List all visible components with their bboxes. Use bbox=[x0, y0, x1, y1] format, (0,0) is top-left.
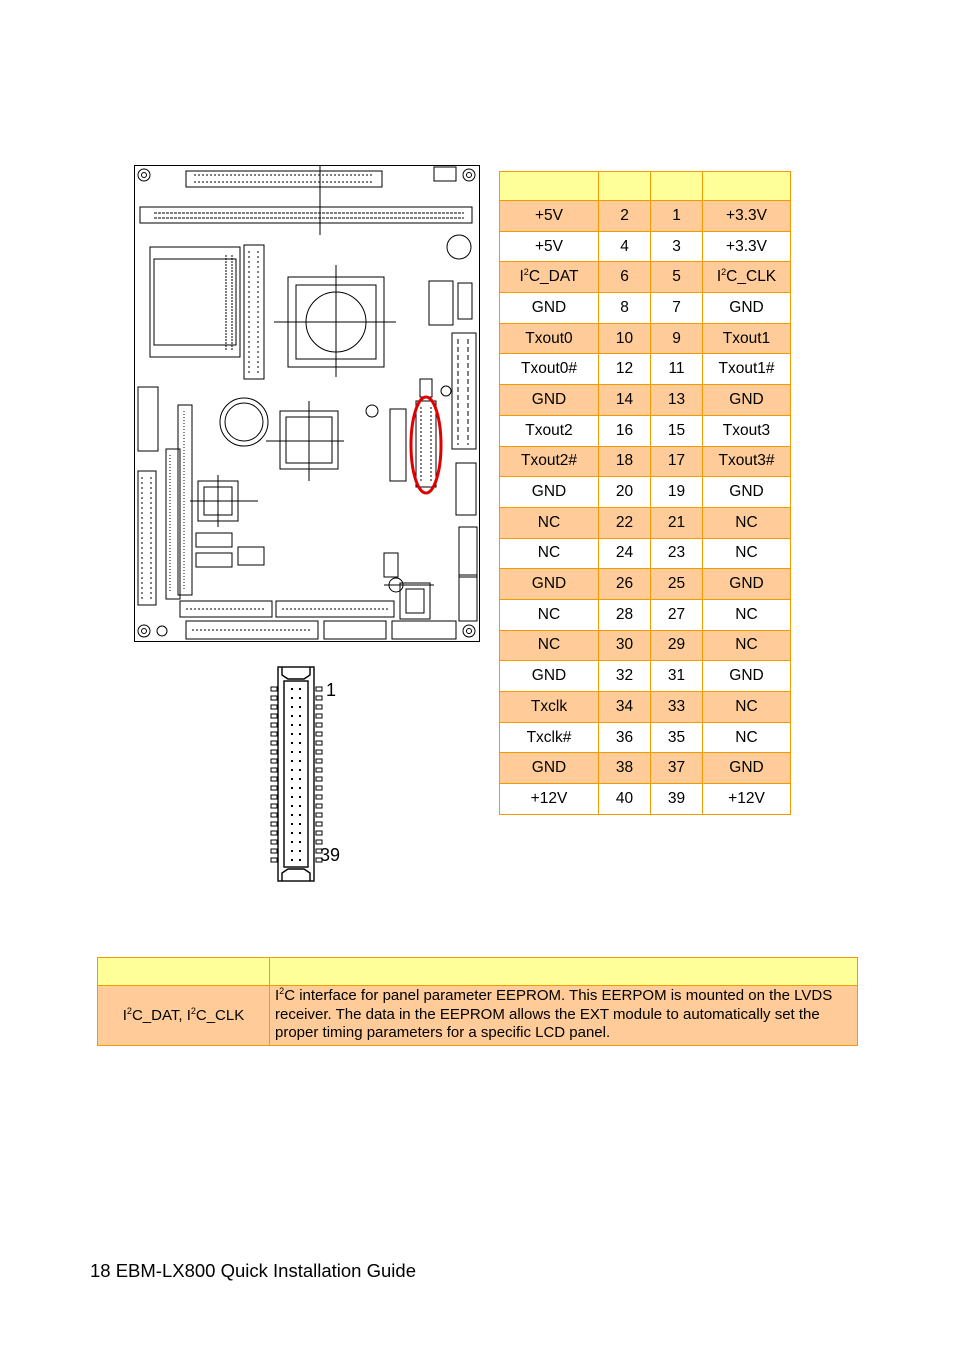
signal-cell: NC bbox=[703, 692, 791, 723]
connector-pin-dot bbox=[291, 706, 293, 708]
pin-number-cell: 39 bbox=[651, 784, 703, 815]
connector-terminal bbox=[316, 732, 322, 736]
table-row bbox=[500, 722, 791, 753]
signal-description-table bbox=[97, 957, 858, 1046]
connector-terminal bbox=[316, 768, 322, 772]
connector-pin-dot bbox=[299, 850, 301, 852]
pin-number-cell: 2 bbox=[599, 201, 651, 232]
pin-number-cell: 14 bbox=[599, 385, 651, 416]
page-footer: 18 EBM-LX800 Quick Installation Guide bbox=[90, 1260, 416, 1281]
signal-cell: $I^2C\_DAT$ bbox=[500, 262, 599, 293]
pin-number-cell: 32 bbox=[599, 661, 651, 692]
table-row bbox=[500, 753, 791, 784]
connector-pin-dot bbox=[299, 859, 301, 861]
table-row bbox=[98, 986, 858, 1046]
signal-cell: Txclk bbox=[500, 692, 599, 723]
signal-cell: Txclk# bbox=[500, 722, 599, 753]
connector-terminal bbox=[316, 714, 322, 718]
desc-table-header-row bbox=[98, 958, 858, 986]
pin-number-cell: 10 bbox=[599, 323, 651, 354]
connector-terminal bbox=[316, 795, 322, 799]
connector-pin-dot bbox=[291, 697, 293, 699]
table-row bbox=[500, 262, 791, 293]
signal-cell: GND bbox=[500, 477, 599, 508]
connector-pin-dot bbox=[291, 787, 293, 789]
signal-cell: NC bbox=[703, 538, 791, 569]
table-row bbox=[500, 323, 791, 354]
pin-number-cell: 7 bbox=[651, 293, 703, 324]
connector-terminal bbox=[316, 696, 322, 700]
signal-cell: +3.3V bbox=[703, 231, 791, 262]
signal-cell: GND bbox=[500, 753, 599, 784]
connector-pin-dot bbox=[299, 841, 301, 843]
signal-cell: +12V bbox=[500, 784, 599, 815]
connector-pin-dot bbox=[291, 724, 293, 726]
pin-table-header-cell bbox=[500, 172, 599, 201]
connector-terminal bbox=[271, 858, 277, 862]
table-row bbox=[500, 784, 791, 815]
table-row bbox=[500, 569, 791, 600]
pin-number-cell: 33 bbox=[651, 692, 703, 723]
table-row bbox=[500, 599, 791, 630]
pin-number-cell: 9 bbox=[651, 323, 703, 354]
connector-pin-dot bbox=[291, 814, 293, 816]
pin-number-cell: 36 bbox=[599, 722, 651, 753]
pin-number-cell: 27 bbox=[651, 599, 703, 630]
connector-terminal bbox=[316, 750, 322, 754]
connector-terminal bbox=[271, 705, 277, 709]
connector-terminal bbox=[316, 777, 322, 781]
connector-terminal bbox=[316, 831, 322, 835]
signal-cell: GND bbox=[703, 385, 791, 416]
signal-cell: +3.3V bbox=[703, 201, 791, 232]
connector-pin-dot bbox=[299, 733, 301, 735]
connector-pin-dot bbox=[299, 706, 301, 708]
connector-pin-dot bbox=[291, 778, 293, 780]
table-row bbox=[500, 692, 791, 723]
signal-cell: Txout1 bbox=[703, 323, 791, 354]
connector-terminal bbox=[316, 759, 322, 763]
connector-pin-dot bbox=[299, 697, 301, 699]
table-row bbox=[500, 293, 791, 324]
connector-terminal bbox=[316, 786, 322, 790]
connector-terminal bbox=[271, 822, 277, 826]
signal-cell: Txout3 bbox=[703, 415, 791, 446]
connector-pin-dot bbox=[299, 724, 301, 726]
connector-pin-dot bbox=[299, 805, 301, 807]
connector-terminal bbox=[271, 795, 277, 799]
connector-terminal bbox=[316, 741, 322, 745]
connector-terminal bbox=[316, 705, 322, 709]
table-row bbox=[500, 446, 791, 477]
connector-pin-dot bbox=[291, 769, 293, 771]
pin-number-cell: 24 bbox=[599, 538, 651, 569]
pin-number-cell: 11 bbox=[651, 354, 703, 385]
table-row bbox=[500, 231, 791, 262]
connector-pin-dot bbox=[299, 787, 301, 789]
connector-pin-dot bbox=[299, 823, 301, 825]
connector-pin-dot bbox=[299, 751, 301, 753]
signal-cell: Txout2# bbox=[500, 446, 599, 477]
signal-cell: NC bbox=[703, 507, 791, 538]
connector-terminal bbox=[271, 777, 277, 781]
pin-number-cell: 3 bbox=[651, 231, 703, 262]
connector-pin-39-label: 39 bbox=[320, 845, 341, 865]
signal-cell: +5V bbox=[500, 231, 599, 262]
connector-pin-dot bbox=[291, 760, 293, 762]
pin-number-cell: 37 bbox=[651, 753, 703, 784]
pin-number-cell: 17 bbox=[651, 446, 703, 477]
pin-number-cell: 34 bbox=[599, 692, 651, 723]
desc-table-header-cell bbox=[270, 958, 858, 986]
connector-terminal bbox=[316, 723, 322, 727]
table-row bbox=[500, 661, 791, 692]
connector-terminal bbox=[271, 687, 277, 691]
desc-table-header-cell bbox=[98, 958, 270, 986]
signal-cell: GND bbox=[703, 477, 791, 508]
pin-number-cell: 16 bbox=[599, 415, 651, 446]
pin-number-cell: 12 bbox=[599, 354, 651, 385]
signal-cell: Txout1# bbox=[703, 354, 791, 385]
connector-pin-dot bbox=[291, 742, 293, 744]
connector-pin-dot bbox=[299, 715, 301, 717]
connector-terminal bbox=[316, 822, 322, 826]
connector-terminal bbox=[271, 831, 277, 835]
signal-cell: NC bbox=[500, 630, 599, 661]
pin-number-cell: 4 bbox=[599, 231, 651, 262]
table-row bbox=[500, 354, 791, 385]
connector-pin-dot bbox=[291, 859, 293, 861]
pin-assignment-table bbox=[499, 171, 791, 815]
table-row bbox=[500, 201, 791, 232]
pin-number-cell: 23 bbox=[651, 538, 703, 569]
signal-cell: GND bbox=[500, 661, 599, 692]
connector-pin-dot bbox=[291, 850, 293, 852]
signal-cell: NC bbox=[703, 630, 791, 661]
connector-terminal bbox=[271, 786, 277, 790]
pin-number-cell: 38 bbox=[599, 753, 651, 784]
connector-pin-dot bbox=[299, 769, 301, 771]
board-layout-diagram bbox=[134, 165, 480, 642]
pin-number-cell: 26 bbox=[599, 569, 651, 600]
signal-cell: NC bbox=[703, 722, 791, 753]
signal-description-cell: $I^2C$ interface for panel parameter EEPROM. This EERPOM is mounted on the LVDS receiver. The data in the EEPROM allows the EXT module to automatically set the proper timing parameters for a specific LCD panel. bbox=[270, 986, 858, 1046]
connector-terminal bbox=[271, 750, 277, 754]
pin-number-cell: 25 bbox=[651, 569, 703, 600]
connector-terminal bbox=[271, 849, 277, 853]
pin-number-cell: 15 bbox=[651, 415, 703, 446]
signal-cell: Txout2 bbox=[500, 415, 599, 446]
connector-pin-dot bbox=[299, 814, 301, 816]
table-row bbox=[500, 538, 791, 569]
pin-table-body bbox=[500, 201, 791, 815]
pin-number-cell: 35 bbox=[651, 722, 703, 753]
connector-terminal bbox=[316, 840, 322, 844]
connector-pin-dot bbox=[299, 760, 301, 762]
pin-number-cell: 20 bbox=[599, 477, 651, 508]
connector-pin-dot bbox=[299, 832, 301, 834]
pin-number-cell: 8 bbox=[599, 293, 651, 324]
signal-cell: Txout0# bbox=[500, 354, 599, 385]
pin-number-cell: 18 bbox=[599, 446, 651, 477]
signal-name-cell: $I^2C\_DAT$, $I^2C\_CLK$ bbox=[98, 986, 270, 1046]
connector-terminal bbox=[271, 840, 277, 844]
signal-cell: GND bbox=[500, 385, 599, 416]
pin-table-header-cell bbox=[599, 172, 651, 201]
connector-terminal bbox=[271, 768, 277, 772]
signal-cell: +5V bbox=[500, 201, 599, 232]
connector-pin-dot bbox=[291, 832, 293, 834]
connector-pin-dot bbox=[299, 796, 301, 798]
pin-table-header-cell bbox=[651, 172, 703, 201]
table-row bbox=[500, 630, 791, 661]
signal-cell: NC bbox=[500, 599, 599, 630]
connector-pin-dot bbox=[291, 796, 293, 798]
connector-terminal bbox=[316, 813, 322, 817]
connector-pin-dot bbox=[299, 688, 301, 690]
lvds-connector-diagram bbox=[268, 665, 358, 883]
signal-cell: +12V bbox=[703, 784, 791, 815]
signal-cell: NC bbox=[500, 538, 599, 569]
connector-terminal bbox=[271, 714, 277, 718]
pin-number-cell: 1 bbox=[651, 201, 703, 232]
pin-number-cell: 19 bbox=[651, 477, 703, 508]
table-row bbox=[500, 477, 791, 508]
pin-number-cell: 5 bbox=[651, 262, 703, 293]
pin-table-header-cell bbox=[703, 172, 791, 201]
connector-pin-dot bbox=[299, 742, 301, 744]
connector-terminal bbox=[271, 813, 277, 817]
connector-terminal bbox=[271, 741, 277, 745]
connector-pin-1-label: 1 bbox=[326, 680, 337, 700]
signal-cell: GND bbox=[703, 569, 791, 600]
pin-number-cell: 13 bbox=[651, 385, 703, 416]
pin-number-cell: 6 bbox=[599, 262, 651, 293]
connector-pin-dot bbox=[291, 715, 293, 717]
signal-cell: $I^2C\_CLK$ bbox=[703, 262, 791, 293]
pin-number-cell: 30 bbox=[599, 630, 651, 661]
signal-cell: NC bbox=[703, 599, 791, 630]
signal-cell: GND bbox=[703, 661, 791, 692]
pin-number-cell: 29 bbox=[651, 630, 703, 661]
table-row bbox=[500, 507, 791, 538]
signal-cell: GND bbox=[500, 293, 599, 324]
connector-pin-dot bbox=[291, 751, 293, 753]
pin-number-cell: 28 bbox=[599, 599, 651, 630]
pin-number-cell: 31 bbox=[651, 661, 703, 692]
connector-terminal bbox=[271, 696, 277, 700]
connector-terminal bbox=[271, 804, 277, 808]
pin-table-header-row bbox=[500, 172, 791, 201]
connector-terminal bbox=[271, 732, 277, 736]
connector-terminal bbox=[271, 723, 277, 727]
signal-cell: GND bbox=[703, 753, 791, 784]
signal-cell: GND bbox=[500, 569, 599, 600]
signal-cell: Txout0 bbox=[500, 323, 599, 354]
pin-number-cell: 22 bbox=[599, 507, 651, 538]
connector-terminal bbox=[316, 687, 322, 691]
pin-number-cell: 40 bbox=[599, 784, 651, 815]
connector-pin-dot bbox=[291, 841, 293, 843]
connector-pin-dot bbox=[299, 778, 301, 780]
connector-pin-dot bbox=[291, 805, 293, 807]
signal-cell: GND bbox=[703, 293, 791, 324]
connector-pin-dot bbox=[291, 823, 293, 825]
table-row bbox=[500, 415, 791, 446]
connector-pin-dot bbox=[291, 688, 293, 690]
connector-pin-dot bbox=[291, 733, 293, 735]
table-row bbox=[500, 385, 791, 416]
connector-terminal bbox=[271, 759, 277, 763]
pin-number-cell: 21 bbox=[651, 507, 703, 538]
connector-terminal bbox=[316, 804, 322, 808]
signal-cell: NC bbox=[500, 507, 599, 538]
signal-cell: Txout3# bbox=[703, 446, 791, 477]
